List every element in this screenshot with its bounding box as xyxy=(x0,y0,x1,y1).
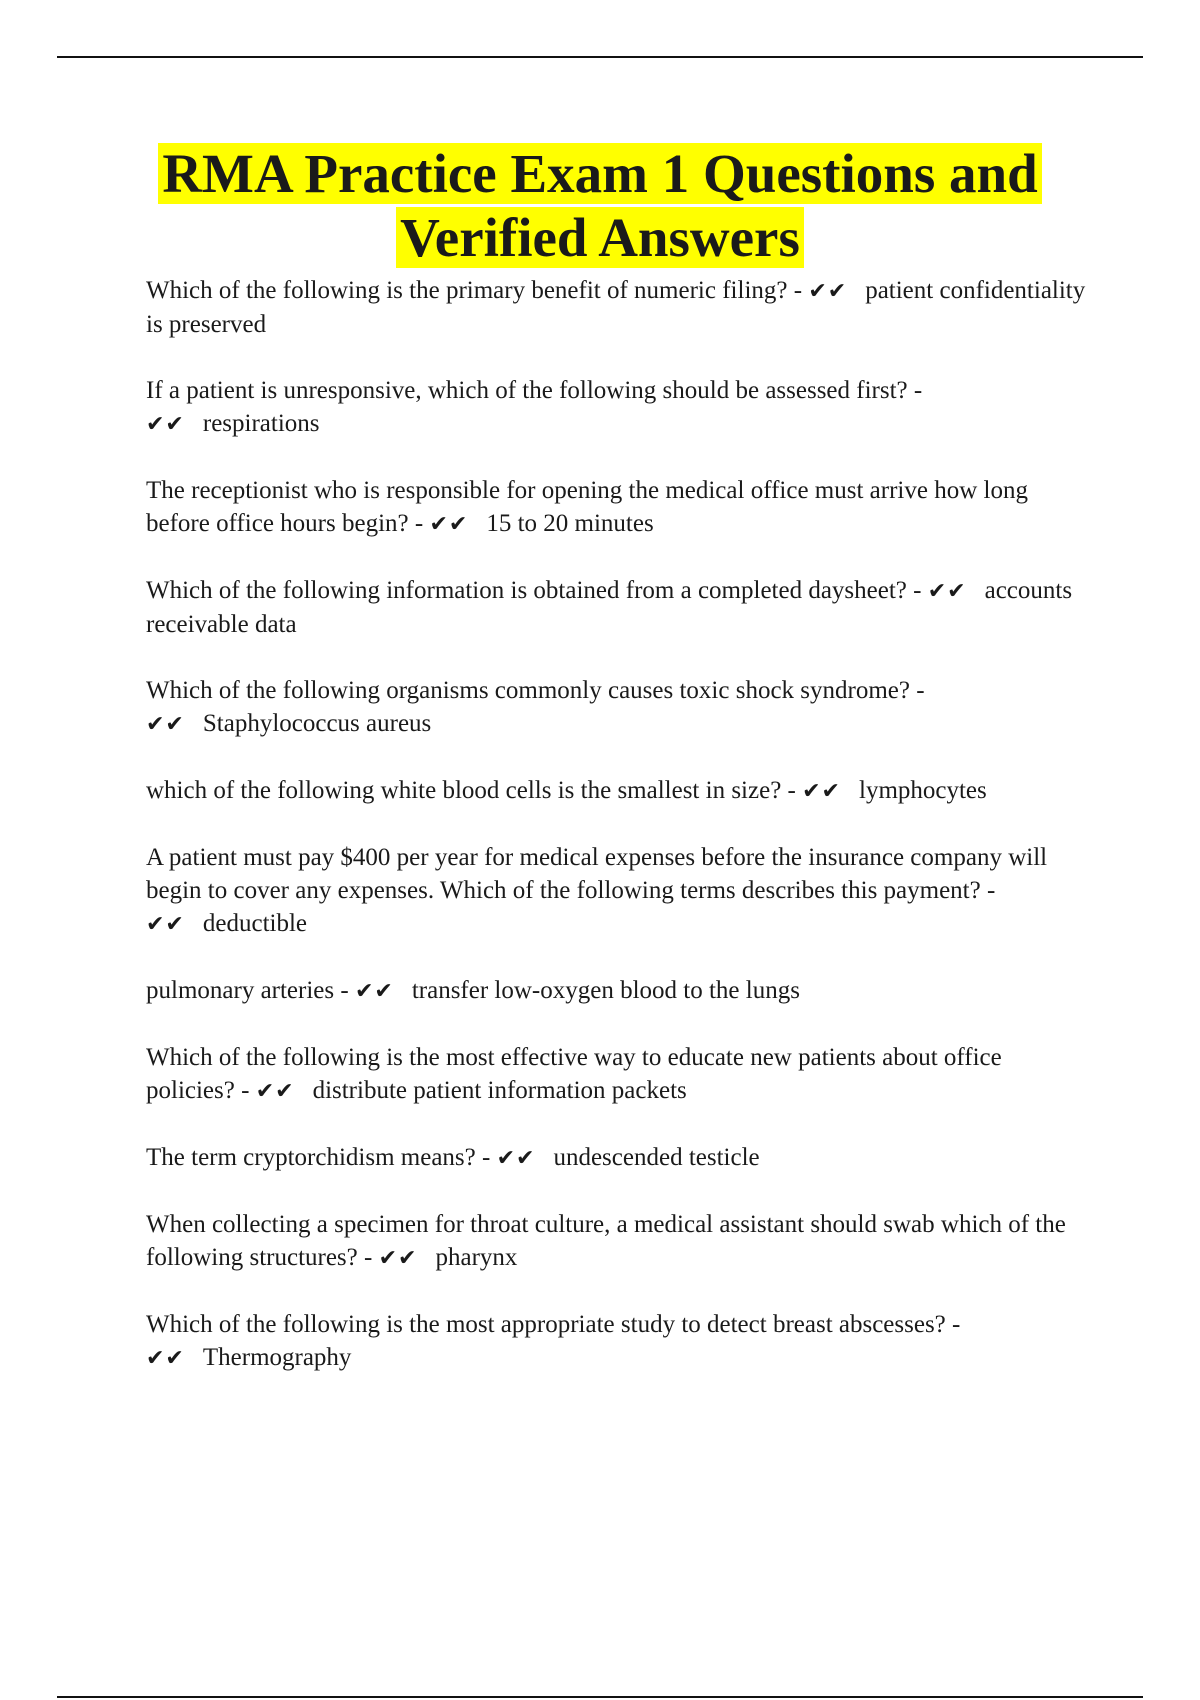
question-text: If a patient is unresponsive, which of the following should be assessed first? - xyxy=(146,377,923,404)
check-mark-icon: ✔✔ xyxy=(808,279,848,304)
header-rule xyxy=(57,56,1143,58)
check-mark-icon: ✔✔ xyxy=(146,412,185,437)
answer-text: lymphocytes xyxy=(859,777,987,804)
answer-text: Staphylococcus aureus xyxy=(202,710,432,737)
check-mark-icon: ✔✔ xyxy=(429,512,469,537)
qa-item xyxy=(146,674,1091,741)
qa-item xyxy=(146,374,1091,441)
question-text: Which of the following is the primary benefit of numeric filing? - xyxy=(146,277,809,304)
question-text: When collecting a specimen for throat culture, a medical assistant should swab which of the following structures? - xyxy=(146,1211,1066,1271)
question-text: Which of the following organisms commonly causes toxic shock syndrome? - xyxy=(146,677,925,704)
question-text: The receptionist who is responsible for opening the medical office must arrive how long before office hours begin? - xyxy=(146,477,1028,537)
check-mark-icon: ✔✔ xyxy=(354,979,394,1004)
qa-item xyxy=(146,474,1091,541)
qa-item xyxy=(146,574,1091,641)
document-title xyxy=(100,142,1100,270)
answer-text: deductible xyxy=(202,910,308,937)
check-mark-icon: ✔✔ xyxy=(146,712,185,737)
qa-item xyxy=(146,974,1091,1008)
qa-item xyxy=(146,274,1091,341)
answer-text: transfer low-oxygen blood to the lungs xyxy=(411,977,800,1004)
answer-text: accounts receivable data xyxy=(146,577,1073,638)
check-mark-icon: ✔✔ xyxy=(927,579,967,604)
answer-text: patient confidentiality is preserved xyxy=(146,277,1086,338)
qa-list xyxy=(146,274,1091,1408)
question-text: Which of the following is the most effective way to educate new patients about office policies? - xyxy=(146,1044,1002,1104)
check-mark-icon: ✔✔ xyxy=(146,1346,185,1371)
question-text: The term cryptorchidism means? - xyxy=(146,1144,497,1171)
question-text: Which of the following is the most appropriate study to detect breast abscesses? - xyxy=(146,1311,961,1338)
question-text: A patient must pay $400 per year for medical expenses before the insurance company will begin to cover any expenses. Which of the following terms describes this payment? - xyxy=(146,844,1048,904)
footer-rule xyxy=(57,1696,1143,1698)
answer-text: distribute patient information packets xyxy=(312,1077,687,1104)
qa-item xyxy=(146,1208,1091,1275)
answer-text: 15 to 20 minutes xyxy=(486,510,654,537)
qa-item xyxy=(146,1041,1091,1108)
check-mark-icon: ✔✔ xyxy=(802,779,841,804)
check-mark-icon: ✔✔ xyxy=(496,1146,536,1171)
check-mark-icon: ✔✔ xyxy=(255,1079,295,1104)
question-text: Which of the following information is obtained from a completed daysheet? - xyxy=(146,577,928,604)
answer-text: respirations xyxy=(202,410,320,437)
answer-text: Thermography xyxy=(202,1344,352,1371)
qa-item xyxy=(146,774,1091,808)
check-mark-icon: ✔✔ xyxy=(378,1246,418,1271)
qa-item xyxy=(146,1141,1091,1175)
qa-item xyxy=(146,841,1091,941)
question-text: pulmonary arteries - xyxy=(146,977,355,1004)
answer-text: pharynx xyxy=(435,1244,518,1271)
question-text: which of the following white blood cells is the smallest in size? - xyxy=(146,777,803,804)
title-highlight: RMA Practice Exam 1 Questions and Verified Answers xyxy=(158,143,1041,268)
answer-text: undescended testicle xyxy=(553,1144,760,1171)
check-mark-icon: ✔✔ xyxy=(146,912,185,937)
qa-item xyxy=(146,1308,1091,1375)
